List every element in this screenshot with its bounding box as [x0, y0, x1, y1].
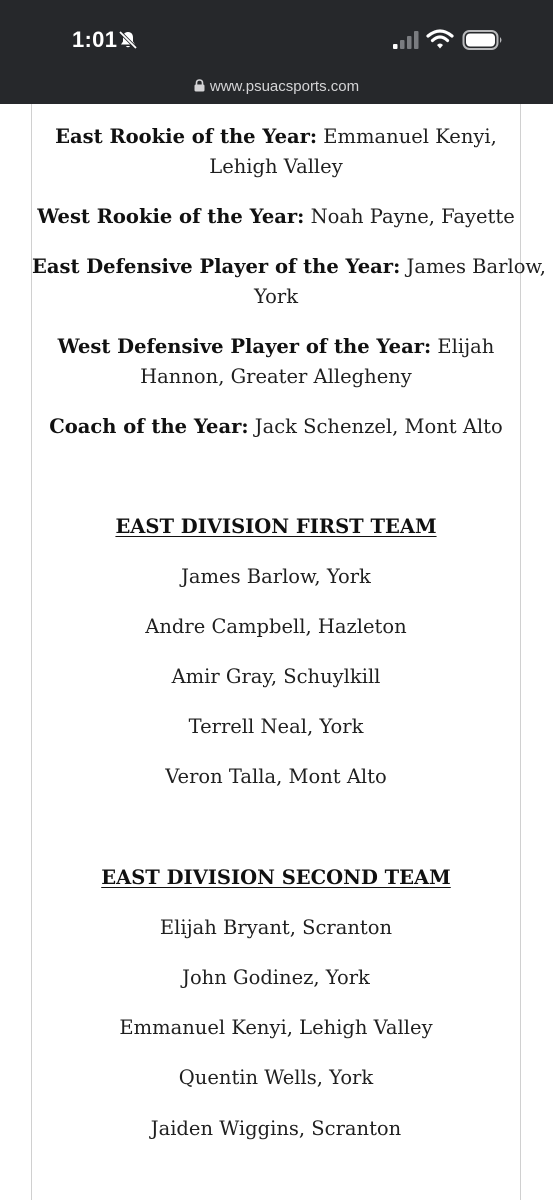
address-bar[interactable] — [0, 72, 553, 104]
award-label: West Defensive Player of the Year: — [57, 335, 432, 358]
heading-east-second-team: EAST DIVISION SECOND TEAM — [101, 866, 451, 889]
list-item: Veron Talla, Mont Alto — [165, 765, 387, 788]
award-east-defensive-cont — [32, 282, 520, 312]
award-winner: Elijah — [437, 335, 495, 358]
heading-east-first-team: EAST DIVISION FIRST TEAM — [115, 515, 437, 538]
award-winner-school: Lehigh Valley — [209, 155, 343, 178]
list-item: Andre Campbell, Hazleton — [145, 615, 407, 638]
cellular-signal-icon — [392, 30, 420, 50]
award-coach — [32, 412, 520, 442]
battery-icon — [462, 29, 504, 51]
award-winner: Emmanuel Kenyi, — [323, 125, 497, 148]
bell-slash-icon — [117, 29, 139, 51]
award-west-defensive — [32, 332, 520, 362]
award-label: East Rookie of the Year: — [55, 125, 318, 148]
list-item: Amir Gray, Schuylkill — [171, 665, 381, 688]
list-item: Elijah Bryant, Scranton — [159, 916, 393, 939]
award-west-defensive-cont — [32, 362, 520, 392]
status-time: 1:01 — [72, 27, 118, 52]
award-winner-school: Hannon, Greater Allegheny — [140, 365, 412, 388]
list-item: Terrell Neal, York — [188, 715, 364, 738]
list-item: Quentin Wells, York — [178, 1066, 374, 1089]
list-item: Jaiden Wiggins, Scranton — [150, 1117, 402, 1140]
lock-icon — [194, 79, 205, 92]
award-west-rookie — [32, 202, 520, 232]
award-winner: Jack Schenzel, Mont Alto — [254, 415, 503, 438]
list-item: James Barlow, York — [181, 565, 371, 588]
award-east-rookie — [32, 122, 520, 152]
list-item: John Godinez, York — [182, 966, 370, 989]
url-text: www.psuacsports.com — [209, 78, 360, 95]
wifi-icon — [426, 28, 454, 50]
award-east-rookie-cont — [32, 152, 520, 182]
award-label: Coach of the Year: — [49, 415, 249, 438]
list-item: Emmanuel Kenyi, Lehigh Valley — [119, 1016, 433, 1039]
article-content — [0, 104, 553, 1200]
award-winner: James Barlow, — [406, 255, 547, 278]
award-label: West Rookie of the Year: — [37, 205, 305, 228]
award-winner-school: York — [253, 285, 299, 308]
award-winner: Noah Payne, Fayette — [310, 205, 515, 228]
status-bar — [0, 0, 553, 72]
award-label: East Defensive Player of the Year: — [32, 255, 401, 278]
award-east-defensive — [32, 252, 547, 282]
